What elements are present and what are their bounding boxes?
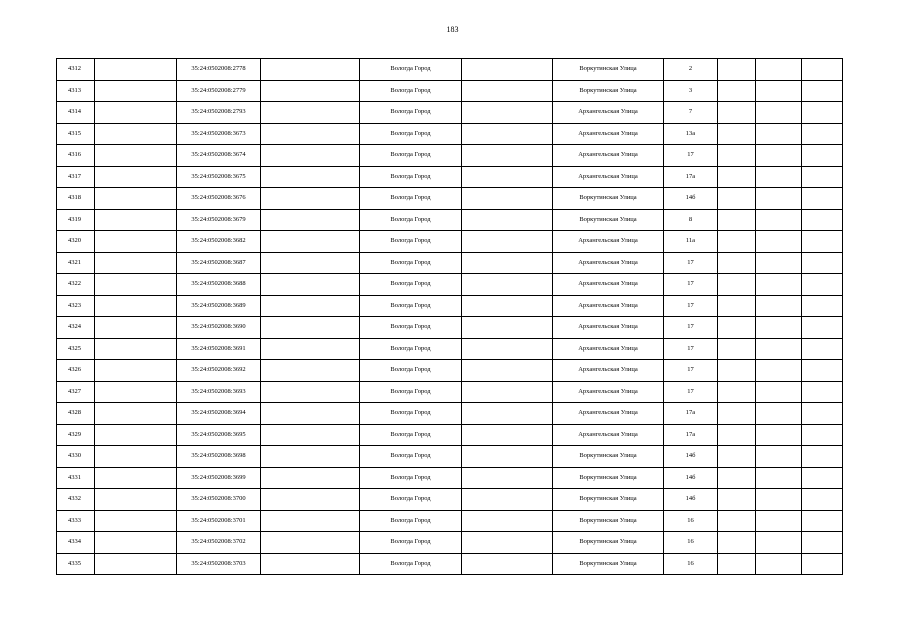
- empty-cell: [261, 80, 360, 102]
- house-number-cell: 11а: [664, 231, 718, 253]
- empty-cell: [95, 145, 177, 167]
- empty-cell: [261, 510, 360, 532]
- street-cell: Воркутинская Улица: [553, 553, 664, 575]
- empty-cell: [462, 532, 553, 554]
- empty-cell: [802, 381, 843, 403]
- empty-cell: [756, 381, 802, 403]
- street-cell: Воркутинская Улица: [553, 59, 664, 81]
- table-row: [57, 338, 843, 360]
- empty-cell: [95, 424, 177, 446]
- empty-cell: [756, 166, 802, 188]
- empty-cell: [802, 467, 843, 489]
- cadastral-number-cell: 35:24:0502008:3687: [177, 252, 261, 274]
- street-cell: Архангельская Улица: [553, 231, 664, 253]
- empty-cell: [802, 274, 843, 296]
- empty-cell: [718, 252, 756, 274]
- city-cell: Вологда Город: [360, 467, 462, 489]
- empty-cell: [718, 532, 756, 554]
- empty-cell: [802, 59, 843, 81]
- empty-cell: [261, 338, 360, 360]
- empty-cell: [718, 360, 756, 382]
- empty-cell: [718, 403, 756, 425]
- table-row: [57, 166, 843, 188]
- empty-cell: [261, 403, 360, 425]
- empty-cell: [462, 123, 553, 145]
- row-number-cell: 4324: [57, 317, 95, 339]
- empty-cell: [718, 553, 756, 575]
- empty-cell: [718, 123, 756, 145]
- city-cell: Вологда Город: [360, 338, 462, 360]
- street-cell: Архангельская Улица: [553, 102, 664, 124]
- street-cell: Воркутинская Улица: [553, 510, 664, 532]
- empty-cell: [261, 123, 360, 145]
- cadastral-number-cell: 35:24:0502008:3692: [177, 360, 261, 382]
- empty-cell: [462, 317, 553, 339]
- table-row: [57, 424, 843, 446]
- cadastral-number-cell: 35:24:0502008:3682: [177, 231, 261, 253]
- table-row: [57, 252, 843, 274]
- empty-cell: [261, 188, 360, 210]
- row-number-cell: 4334: [57, 532, 95, 554]
- empty-cell: [261, 446, 360, 468]
- page-number: 183: [446, 25, 459, 34]
- empty-cell: [802, 80, 843, 102]
- empty-cell: [261, 553, 360, 575]
- empty-cell: [261, 145, 360, 167]
- table-row: [57, 489, 843, 511]
- empty-cell: [802, 424, 843, 446]
- city-cell: Вологда Город: [360, 274, 462, 296]
- city-cell: Вологда Город: [360, 209, 462, 231]
- row-number-cell: 4331: [57, 467, 95, 489]
- cadastral-number-cell: 35:24:0502008:3676: [177, 188, 261, 210]
- table-row: [57, 102, 843, 124]
- house-number-cell: 7: [664, 102, 718, 124]
- empty-cell: [261, 295, 360, 317]
- table-row: [57, 209, 843, 231]
- street-cell: Архангельская Улица: [553, 424, 664, 446]
- cadastral-number-cell: 35:24:0502008:3688: [177, 274, 261, 296]
- empty-cell: [802, 489, 843, 511]
- registry-table: [56, 58, 843, 575]
- empty-cell: [756, 145, 802, 167]
- empty-cell: [261, 381, 360, 403]
- row-number-cell: 4314: [57, 102, 95, 124]
- empty-cell: [95, 274, 177, 296]
- empty-cell: [802, 252, 843, 274]
- city-cell: Вологда Город: [360, 295, 462, 317]
- row-number-cell: 4313: [57, 80, 95, 102]
- table-row: [57, 467, 843, 489]
- empty-cell: [802, 510, 843, 532]
- row-number-cell: 4330: [57, 446, 95, 468]
- empty-cell: [261, 102, 360, 124]
- house-number-cell: 17: [664, 274, 718, 296]
- empty-cell: [261, 166, 360, 188]
- empty-cell: [802, 188, 843, 210]
- table-row: [57, 145, 843, 167]
- house-number-cell: 17: [664, 145, 718, 167]
- empty-cell: [462, 188, 553, 210]
- row-number-cell: 4316: [57, 145, 95, 167]
- empty-cell: [802, 145, 843, 167]
- empty-cell: [462, 403, 553, 425]
- cadastral-number-cell: 35:24:0502008:2778: [177, 59, 261, 81]
- row-number-cell: 4333: [57, 510, 95, 532]
- table-row: [57, 381, 843, 403]
- empty-cell: [462, 510, 553, 532]
- house-number-cell: 14б: [664, 188, 718, 210]
- empty-cell: [802, 403, 843, 425]
- table-row: [57, 553, 843, 575]
- row-number-cell: 4322: [57, 274, 95, 296]
- empty-cell: [261, 360, 360, 382]
- cadastral-number-cell: 35:24:0502008:3698: [177, 446, 261, 468]
- empty-cell: [802, 295, 843, 317]
- street-cell: Воркутинская Улица: [553, 209, 664, 231]
- street-cell: Воркутинская Улица: [553, 532, 664, 554]
- empty-cell: [756, 188, 802, 210]
- street-cell: Воркутинская Улица: [553, 489, 664, 511]
- table-row: [57, 360, 843, 382]
- empty-cell: [261, 59, 360, 81]
- empty-cell: [718, 102, 756, 124]
- empty-cell: [462, 231, 553, 253]
- house-number-cell: 17: [664, 295, 718, 317]
- empty-cell: [462, 80, 553, 102]
- city-cell: Вологда Город: [360, 510, 462, 532]
- row-number-cell: 4317: [57, 166, 95, 188]
- empty-cell: [756, 510, 802, 532]
- empty-cell: [718, 424, 756, 446]
- house-number-cell: 2: [664, 59, 718, 81]
- empty-cell: [261, 424, 360, 446]
- house-number-cell: 16: [664, 553, 718, 575]
- empty-cell: [462, 59, 553, 81]
- city-cell: Вологда Город: [360, 532, 462, 554]
- empty-cell: [718, 80, 756, 102]
- row-number-cell: 4325: [57, 338, 95, 360]
- cadastral-number-cell: 35:24:0502008:3691: [177, 338, 261, 360]
- cadastral-number-cell: 35:24:0502008:2779: [177, 80, 261, 102]
- house-number-cell: 17а: [664, 403, 718, 425]
- city-cell: Вологда Город: [360, 553, 462, 575]
- empty-cell: [462, 145, 553, 167]
- house-number-cell: 17: [664, 360, 718, 382]
- row-number-cell: 4323: [57, 295, 95, 317]
- empty-cell: [95, 553, 177, 575]
- city-cell: Вологда Город: [360, 231, 462, 253]
- empty-cell: [756, 252, 802, 274]
- city-cell: Вологда Город: [360, 489, 462, 511]
- empty-cell: [95, 252, 177, 274]
- city-cell: Вологда Город: [360, 252, 462, 274]
- street-cell: Архангельская Улица: [553, 166, 664, 188]
- row-number-cell: 4321: [57, 252, 95, 274]
- table-row: [57, 231, 843, 253]
- city-cell: Вологда Город: [360, 403, 462, 425]
- empty-cell: [718, 145, 756, 167]
- empty-cell: [756, 553, 802, 575]
- table-row: [57, 295, 843, 317]
- cadastral-number-cell: 35:24:0502008:3674: [177, 145, 261, 167]
- registry-table-body: [57, 59, 843, 575]
- empty-cell: [802, 166, 843, 188]
- empty-cell: [802, 553, 843, 575]
- empty-cell: [718, 317, 756, 339]
- row-number-cell: 4326: [57, 360, 95, 382]
- street-cell: Архангельская Улица: [553, 274, 664, 296]
- house-number-cell: 13а: [664, 123, 718, 145]
- city-cell: Вологда Город: [360, 188, 462, 210]
- house-number-cell: 16: [664, 510, 718, 532]
- empty-cell: [261, 274, 360, 296]
- empty-cell: [756, 123, 802, 145]
- house-number-cell: 14б: [664, 489, 718, 511]
- empty-cell: [756, 424, 802, 446]
- cadastral-number-cell: 35:24:0502008:3703: [177, 553, 261, 575]
- table-row: [57, 446, 843, 468]
- city-cell: Вологда Город: [360, 317, 462, 339]
- empty-cell: [261, 489, 360, 511]
- empty-cell: [802, 360, 843, 382]
- house-number-cell: 16: [664, 532, 718, 554]
- empty-cell: [756, 489, 802, 511]
- empty-cell: [462, 446, 553, 468]
- empty-cell: [718, 295, 756, 317]
- street-cell: Архангельская Улица: [553, 360, 664, 382]
- empty-cell: [718, 467, 756, 489]
- city-cell: Вологда Город: [360, 381, 462, 403]
- empty-cell: [756, 59, 802, 81]
- empty-cell: [462, 360, 553, 382]
- empty-cell: [95, 295, 177, 317]
- cadastral-number-cell: 35:24:0502008:3689: [177, 295, 261, 317]
- house-number-cell: 17: [664, 252, 718, 274]
- street-cell: Воркутинская Улица: [553, 446, 664, 468]
- empty-cell: [802, 338, 843, 360]
- street-cell: Архангельская Улица: [553, 317, 664, 339]
- cadastral-number-cell: 35:24:0502008:3694: [177, 403, 261, 425]
- empty-cell: [802, 123, 843, 145]
- empty-cell: [95, 489, 177, 511]
- street-cell: Архангельская Улица: [553, 123, 664, 145]
- cadastral-number-cell: 35:24:0502008:3701: [177, 510, 261, 532]
- cadastral-number-cell: 35:24:0502008:3675: [177, 166, 261, 188]
- street-cell: Воркутинская Улица: [553, 467, 664, 489]
- city-cell: Вологда Город: [360, 123, 462, 145]
- empty-cell: [718, 166, 756, 188]
- empty-cell: [95, 231, 177, 253]
- city-cell: Вологда Город: [360, 80, 462, 102]
- empty-cell: [462, 295, 553, 317]
- row-number-cell: 4315: [57, 123, 95, 145]
- empty-cell: [802, 317, 843, 339]
- empty-cell: [95, 317, 177, 339]
- row-number-cell: 4318: [57, 188, 95, 210]
- empty-cell: [462, 252, 553, 274]
- table-row: [57, 403, 843, 425]
- house-number-cell: 14б: [664, 467, 718, 489]
- empty-cell: [462, 381, 553, 403]
- empty-cell: [756, 338, 802, 360]
- empty-cell: [756, 317, 802, 339]
- cadastral-number-cell: 35:24:0502008:3702: [177, 532, 261, 554]
- empty-cell: [802, 209, 843, 231]
- row-number-cell: 4312: [57, 59, 95, 81]
- city-cell: Вологда Город: [360, 102, 462, 124]
- empty-cell: [462, 166, 553, 188]
- empty-cell: [756, 80, 802, 102]
- empty-cell: [718, 231, 756, 253]
- row-number-cell: 4329: [57, 424, 95, 446]
- empty-cell: [802, 102, 843, 124]
- empty-cell: [462, 274, 553, 296]
- row-number-cell: 4328: [57, 403, 95, 425]
- empty-cell: [718, 59, 756, 81]
- empty-cell: [462, 489, 553, 511]
- empty-cell: [95, 403, 177, 425]
- empty-cell: [718, 338, 756, 360]
- house-number-cell: 17а: [664, 166, 718, 188]
- row-number-cell: 4332: [57, 489, 95, 511]
- house-number-cell: 17: [664, 338, 718, 360]
- table-row: [57, 510, 843, 532]
- empty-cell: [756, 295, 802, 317]
- empty-cell: [756, 532, 802, 554]
- cadastral-number-cell: 35:24:0502008:3693: [177, 381, 261, 403]
- empty-cell: [718, 381, 756, 403]
- street-cell: Архангельская Улица: [553, 252, 664, 274]
- table-row: [57, 123, 843, 145]
- empty-cell: [756, 209, 802, 231]
- empty-cell: [261, 209, 360, 231]
- empty-cell: [261, 317, 360, 339]
- cadastral-number-cell: 35:24:0502008:3700: [177, 489, 261, 511]
- empty-cell: [756, 102, 802, 124]
- empty-cell: [718, 209, 756, 231]
- empty-cell: [802, 532, 843, 554]
- empty-cell: [95, 59, 177, 81]
- empty-cell: [718, 446, 756, 468]
- empty-cell: [95, 360, 177, 382]
- empty-cell: [95, 123, 177, 145]
- empty-cell: [718, 274, 756, 296]
- empty-cell: [261, 252, 360, 274]
- table-row: [57, 80, 843, 102]
- house-number-cell: 14б: [664, 446, 718, 468]
- empty-cell: [756, 403, 802, 425]
- table-row: [57, 59, 843, 81]
- empty-cell: [95, 188, 177, 210]
- empty-cell: [95, 467, 177, 489]
- empty-cell: [95, 80, 177, 102]
- empty-cell: [261, 467, 360, 489]
- house-number-cell: 17: [664, 317, 718, 339]
- row-number-cell: 4319: [57, 209, 95, 231]
- house-number-cell: 3: [664, 80, 718, 102]
- city-cell: Вологда Город: [360, 360, 462, 382]
- row-number-cell: 4327: [57, 381, 95, 403]
- cadastral-number-cell: 35:24:0502008:3699: [177, 467, 261, 489]
- street-cell: Архангельская Улица: [553, 145, 664, 167]
- empty-cell: [95, 532, 177, 554]
- empty-cell: [462, 424, 553, 446]
- empty-cell: [95, 446, 177, 468]
- empty-cell: [462, 209, 553, 231]
- street-cell: Воркутинская Улица: [553, 188, 664, 210]
- empty-cell: [718, 188, 756, 210]
- street-cell: Архангельская Улица: [553, 338, 664, 360]
- table-row: [57, 274, 843, 296]
- empty-cell: [756, 360, 802, 382]
- empty-cell: [802, 231, 843, 253]
- empty-cell: [756, 446, 802, 468]
- city-cell: Вологда Город: [360, 424, 462, 446]
- empty-cell: [261, 532, 360, 554]
- empty-cell: [756, 231, 802, 253]
- empty-cell: [95, 510, 177, 532]
- empty-cell: [718, 489, 756, 511]
- city-cell: Вологда Город: [360, 166, 462, 188]
- city-cell: Вологда Город: [360, 59, 462, 81]
- empty-cell: [261, 231, 360, 253]
- empty-cell: [462, 553, 553, 575]
- empty-cell: [462, 338, 553, 360]
- city-cell: Вологда Город: [360, 446, 462, 468]
- table-row: [57, 317, 843, 339]
- city-cell: Вологда Город: [360, 145, 462, 167]
- empty-cell: [95, 338, 177, 360]
- cadastral-number-cell: 35:24:0502008:3695: [177, 424, 261, 446]
- cadastral-number-cell: 35:24:0502008:3679: [177, 209, 261, 231]
- empty-cell: [802, 446, 843, 468]
- table-row: [57, 188, 843, 210]
- empty-cell: [756, 467, 802, 489]
- empty-cell: [756, 274, 802, 296]
- empty-cell: [95, 166, 177, 188]
- street-cell: Архангельская Улица: [553, 381, 664, 403]
- row-number-cell: 4335: [57, 553, 95, 575]
- empty-cell: [95, 381, 177, 403]
- street-cell: Воркутинская Улица: [553, 80, 664, 102]
- empty-cell: [95, 102, 177, 124]
- house-number-cell: 17а: [664, 424, 718, 446]
- street-cell: Архангельская Улица: [553, 295, 664, 317]
- empty-cell: [95, 209, 177, 231]
- empty-cell: [462, 102, 553, 124]
- cadastral-number-cell: 35:24:0502008:3690: [177, 317, 261, 339]
- empty-cell: [462, 467, 553, 489]
- row-number-cell: 4320: [57, 231, 95, 253]
- cadastral-number-cell: 35:24:0502008:3673: [177, 123, 261, 145]
- house-number-cell: 8: [664, 209, 718, 231]
- table-row: [57, 532, 843, 554]
- house-number-cell: 17: [664, 381, 718, 403]
- empty-cell: [718, 510, 756, 532]
- street-cell: Архангельская Улица: [553, 403, 664, 425]
- cadastral-number-cell: 35:24:0502008:2793: [177, 102, 261, 124]
